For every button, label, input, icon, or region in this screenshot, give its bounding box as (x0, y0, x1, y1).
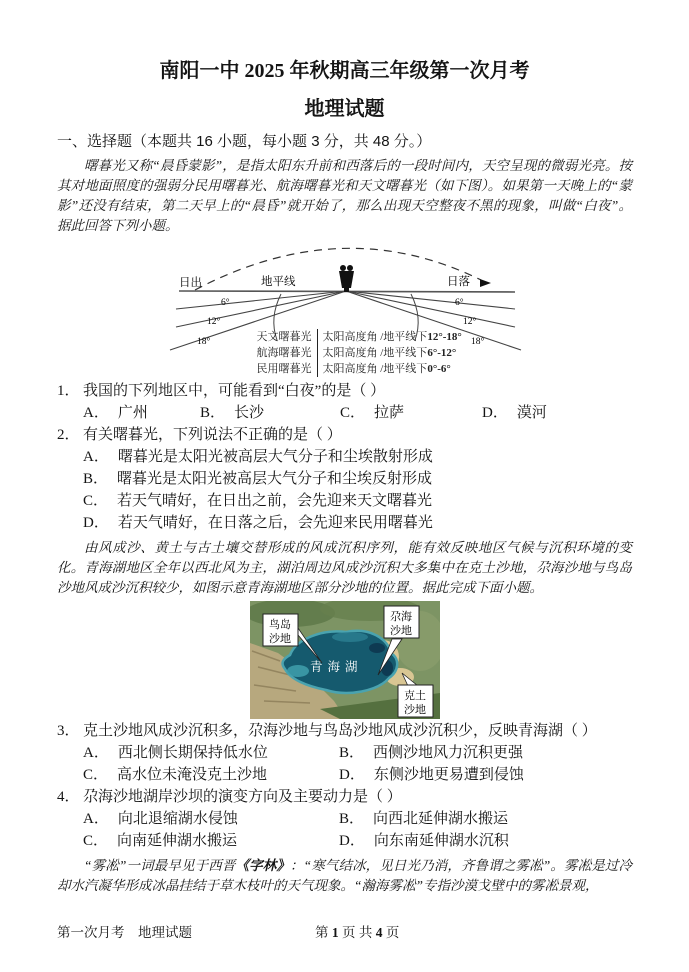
twilight-type-label: 天文曙暮光 (256, 331, 312, 343)
twilight-type-label: 民用曙暮光 (256, 363, 312, 375)
question-stem: 尕海沙地湖岸沙坝的演变方向及主要动力是（ ） (83, 789, 402, 805)
sunset-arrow-icon (480, 279, 491, 287)
angle-label-right-18: 18° (470, 337, 484, 347)
qinghai-lake-svg (250, 601, 440, 719)
sunrise-label: 日出 (178, 277, 202, 289)
footer-page-number: 第 1 页 共 4 页 (315, 925, 400, 940)
question-2 (57, 424, 632, 534)
option-d: D． 漠河 (482, 405, 547, 421)
question-stem: 我国的下列地区中，可能看到“白夜”的是（ ） (83, 383, 386, 399)
lake-shallow (287, 665, 309, 677)
option-d: D． 向东南延伸湖水沉积 (339, 833, 509, 849)
svg-text:鸟岛: 鸟岛 (268, 619, 291, 631)
option-b: B． 西侧沙地风力沉积更强 (339, 745, 524, 761)
option-a: A． 向北退缩湖水侵蚀 (83, 811, 238, 827)
svg-text:尕海: 尕海 (389, 611, 412, 623)
twilight-range-prefix: 太阳高度角 /地平线下 (322, 347, 428, 359)
question-1 (57, 380, 632, 424)
passage-qinghai: 由风成沙、黄土与古土壤交替形成的风成沉积序列，能有效反映地区气候与沉积环境的变化。青海湖地区全年以西北风为主，湖泊周边风成沙沉积大多集中在克土沙地，尕海沙地与鸟岛沙地风成沙沉积较少，如图示意青海湖地区部分沙地的位置。据此完成下面小题。 (57, 540, 632, 595)
angle-label-left-12: 12° (206, 317, 220, 327)
page-subtitle: 地理试题 (304, 98, 385, 120)
question-stem: 有关曙暮光，下列说法不正确的是（ ） (83, 427, 342, 443)
twilight-diagram (165, 238, 525, 378)
option-d: D． 东侧沙地更易遭到侵蚀 (339, 767, 524, 783)
lake-label: 青海湖 (309, 660, 363, 674)
question-number: 2． (57, 427, 80, 443)
sunset-label: 日落 (446, 276, 470, 288)
twilight-range-prefix: 太阳高度角 /地平线下 (322, 331, 428, 343)
question-stem: 克土沙地风成沙沉积多，尕海沙地与鸟岛沙地风成沙沉积少，反映青海湖（ ） (83, 723, 597, 739)
angle-line-right-12 (346, 291, 515, 327)
question-3 (57, 720, 632, 786)
angle-label-left-18: 18° (196, 337, 210, 347)
option-b: B． 长沙 (200, 405, 265, 421)
lagoon (369, 643, 385, 653)
option-b: B． 曙暮光是太阳光被高层大气分子和尘埃反射形成 (83, 471, 433, 487)
angle-label-right-12: 12° (462, 317, 476, 327)
footer-exam-label: 第一次月考 地理试题 (57, 925, 192, 940)
twilight-range-prefix: 太阳高度角 /地平线下 (322, 363, 428, 375)
option-a: A． 广州 (83, 405, 148, 421)
question-number: 1． (57, 383, 80, 399)
option-b: B． 向西北延伸湖水搬运 (339, 811, 509, 827)
page-title: 南阳一中 2025 年秋期高三年级第一次月考 (159, 60, 530, 82)
option-a: A． 曙暮光是太阳光被高层大气分子和尘埃散射形成 (83, 449, 433, 465)
passage-twilight: 曙暮光又称“晨昏蒙影”，是指太阳东升前和西落后的一段时间内，天空呈现的微弱光亮。按其对地面照度的强弱分民用曙暮光、航海曙暮光和天文曙暮光（如下图）。如果第一天晚上的“蒙影”还没有结束，第二天早上的“晨昏”就开始了，那么出现天空整夜不黑的现象，叫做“白夜”。据此回答下列小题。 (57, 158, 632, 233)
option-c: C． 若天气晴好，在日出之前，会先迎来天文曙暮光 (83, 493, 433, 509)
twilight-type-label: 航海曙暮光 (256, 347, 312, 359)
book-title: 《字林》 (235, 858, 290, 873)
twilight-range-value: 12°-18° (427, 331, 462, 343)
svg-text:沙地: 沙地 (389, 625, 412, 637)
table-row (253, 329, 462, 345)
question-4 (57, 786, 632, 852)
svg-text:沙地: 沙地 (268, 633, 291, 645)
question-number: 3． (57, 723, 80, 739)
twilight-range-value: 0°-6° (427, 363, 451, 375)
question-number: 4． (57, 789, 80, 805)
option-d: D． 若天气晴好，在日落之后，会先迎来民用曙暮光 (83, 515, 433, 531)
horizon-label: 地平线 (260, 276, 295, 288)
angle-line-left-12 (176, 291, 346, 327)
section-heading: 一、选择题（本题共 16 小题，每小题 3 分，共 48 分。） (57, 133, 432, 150)
option-c: C． 向南延伸湖水搬运 (83, 833, 238, 849)
twilight-table (253, 329, 462, 377)
svg-text:克土: 克土 (403, 690, 426, 702)
option-c: C． 高水位未淹没克土沙地 (83, 767, 268, 783)
qinghai-lake-figure (250, 601, 440, 719)
angle-label-left-6: 6° (220, 298, 230, 308)
table-row (253, 361, 462, 377)
lake-shallow (332, 632, 368, 642)
angle-label-right-6: 6° (454, 298, 464, 308)
svg-text:沙地: 沙地 (403, 704, 426, 716)
option-a: A． 西北侧长期保持低水位 (83, 745, 268, 761)
twilight-range-value: 6°-12° (427, 347, 457, 359)
observer-icon (339, 265, 354, 292)
table-row (253, 345, 462, 361)
option-c: C． 拉萨 (340, 405, 405, 421)
passage-fog: “雾凇”一词最早见于西晋《字林》：“寒气结冰，见日光乃消，齐鲁谓之雾凇”。雾凇是过冷却水汽凝华形成冰晶挂结于草木枝叶的天气现象。“瀚海雾凇”专指沙漠戈壁中的雾凇景观， (57, 858, 632, 893)
sun-path-arc (195, 248, 481, 290)
